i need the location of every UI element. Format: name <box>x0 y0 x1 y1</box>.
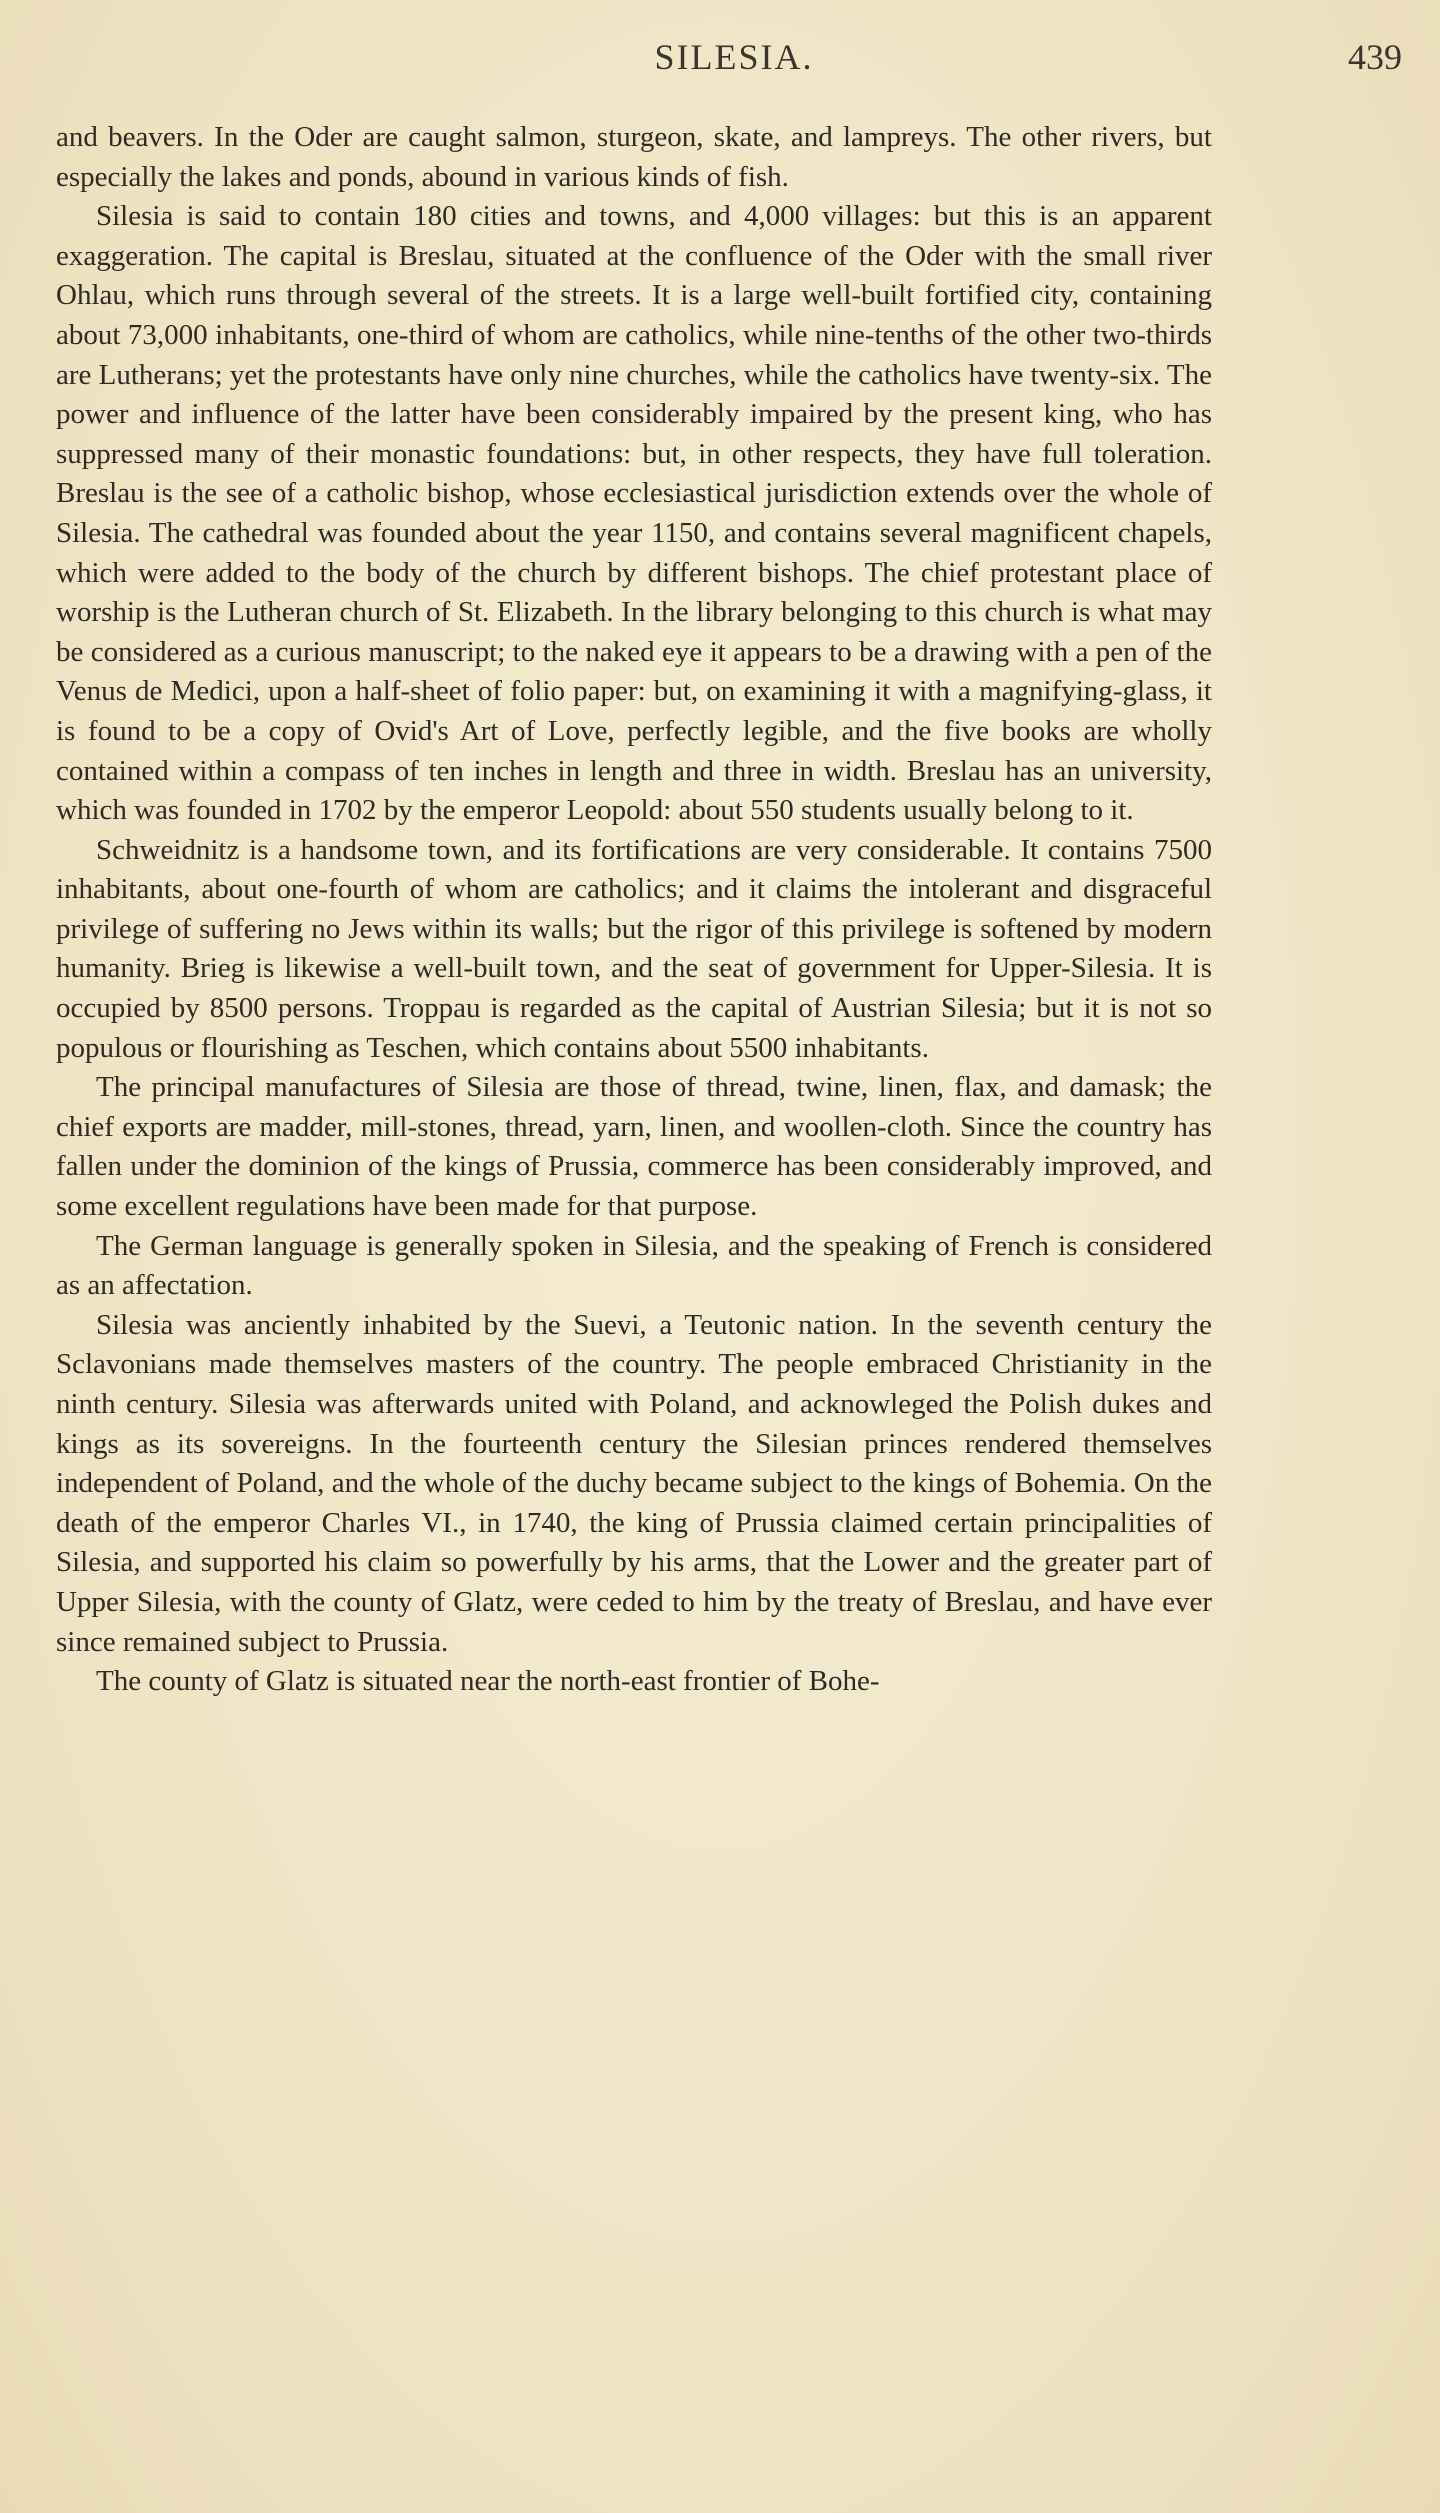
paragraph-beavers: and beavers. In the Oder are caught salmon, sturgeon, skate, and lampreys. The other rivers, but especially the lakes and ponds, abound in various kinds of fish. <box>56 121 1212 193</box>
paragraph-breslau: Silesia is said to contain 180 cities and towns, and 4,000 villages: but this is an apparent exaggeration. The capital is Breslau, situated at the confluence of the Oder with the small river Ohlau, which runs through several of the streets. It is a large well-built fortified city, containing about 73,000 inhabitants, one-third of whom are catholics, while nine-tenths of the other two-thirds are Lutherans; yet the protestants have only nine churches, while the catholics have twenty-six. The power and influence of the latter have been considerably impaired by the present king, who has suppressed many of their monastic foundations: but, in other respects, they have full toleration. Breslau is the see of a catholic bishop, whose ecclesiastical jurisdiction extends over the whole of Silesia. The cathedral was founded about the year 1150, and contains several magnificent chapels, which were added to the body of the church by different bishops. The chief protestant place of worship is the Lutheran church of St. Elizabeth. In the library belonging to this church is what may be considered as a curious manuscript; to the naked eye it appears to be a drawing with a pen of the Venus de Medici, upon a half-sheet of folio paper: but, on examining it with a magnifying-glass, it is found to be a copy of Ovid's Art of Love, perfectly legible, and the five books are wholly contained within a compass of ten inches in length and three in width. Breslau has an university, which was founded in 1702 by the emperor Leopold: about 550 students usually belong to it. <box>56 200 1212 827</box>
paragraph-glatz: The county of Glatz is situated near the north-east frontier of Bohe- <box>96 1665 880 1698</box>
page-number: 439 <box>1348 37 1402 77</box>
paragraph-language: The German language is generally spoken in Silesia, and the speaking of French is considered as an affectation. <box>56 1229 1212 1302</box>
body-text <box>56 118 1212 1702</box>
paragraph-schweidnitz: Schweidnitz is a handsome town, and its fortifications are very considerable. It contains 7500 inhabitants, about one-fourth of whom are catholics; and it claims the intolerant and disgraceful privilege of suffering no Jews within its walls; but the rigor of this privilege is softened by modern humanity. Brieg is likewise a well-built town, and the seat of government for Upper-Silesia. It is occupied by 8500 persons. Troppau is regarded as the capital of Austrian Silesia; but it is not so populous or flourishing as Teschen, which contains about 5500 inhabitants. <box>56 833 1212 1064</box>
paragraph-history: Silesia was anciently inhabited by the Suevi, a Teutonic nation. In the seventh century the Sclavonians made themselves masters of the country. The people embraced Christianity in the ninth century. Silesia was afterwards united with Poland, and acknowleged the Polish dukes and kings as its sovereigns. In the fourteenth century the Silesian princes rendered themselves independent of Poland, and the whole of the duchy became subject to the kings of Bohemia. On the death of the emperor Charles VI., in 1740, the king of Prussia claimed certain principalities of Silesia, and supported his claim so powerfully by his arms, that the Lower and the greater part of Upper Silesia, with the county of Glatz, were ceded to him by the treaty of Breslau, and have ever since remained subject to Prussia. <box>56 1308 1212 1658</box>
page-header <box>56 36 1412 96</box>
running-head: SILESIA. <box>654 37 814 77</box>
paragraph-manufactures: The principal manufactures of Silesia are those of thread, twine, linen, flax, and damask; the chief exports are madder, mill-stones, thread, yarn, linen, and woollen-cloth. Since the country has fallen under the dominion of the kings of Prussia, commerce has been considerably improved, and some excellent regulations have been made for that purpose. <box>56 1071 1212 1223</box>
